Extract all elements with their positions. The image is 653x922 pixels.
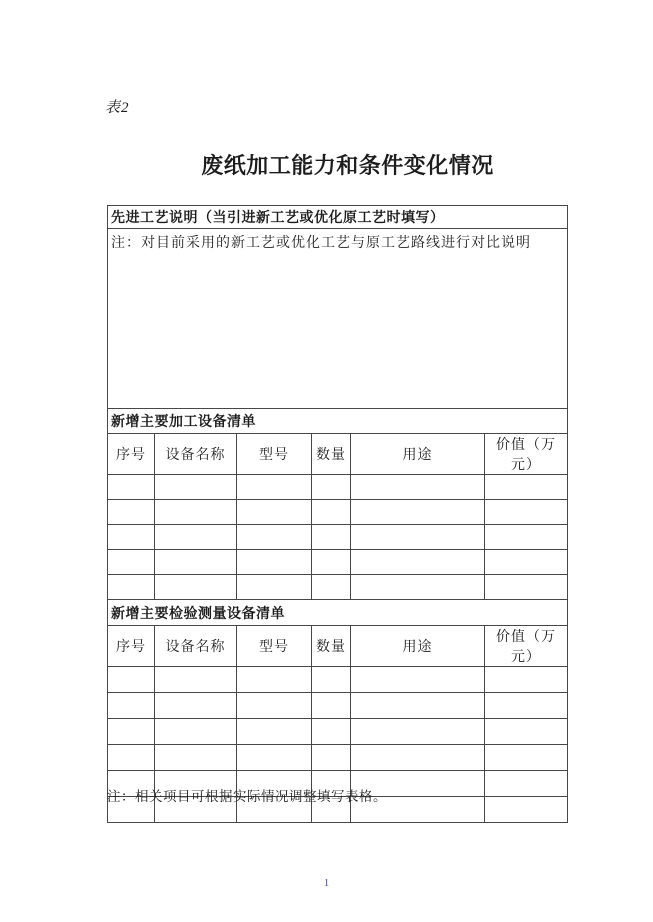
empty-fill-cell[interactable] — [108, 500, 155, 525]
empty-fill-cell[interactable] — [312, 719, 351, 745]
footer-note: 注：相关项目可根据实际情况调整填写表格。 — [107, 789, 387, 804]
empty-fill-cell[interactable] — [155, 525, 237, 550]
page-number: 1 — [323, 877, 330, 889]
empty-fill-cell[interactable] — [351, 693, 485, 719]
equipment-empty-row — [108, 745, 568, 771]
empty-fill-cell[interactable] — [237, 693, 312, 719]
equipment-empty-row — [108, 525, 568, 550]
col-header-purpose: 用途 — [351, 626, 485, 667]
empty-fill-cell[interactable] — [351, 525, 485, 550]
empty-fill-cell[interactable] — [351, 575, 485, 600]
empty-fill-cell[interactable] — [155, 719, 237, 745]
processing-equipment-section — [108, 409, 568, 600]
empty-fill-cell[interactable] — [237, 745, 312, 771]
empty-fill-cell[interactable] — [312, 667, 351, 693]
empty-fill-cell[interactable] — [485, 575, 568, 600]
empty-fill-cell[interactable] — [108, 745, 155, 771]
equipment-empty-row — [108, 500, 568, 525]
empty-fill-cell[interactable] — [485, 667, 568, 693]
col-header-quantity: 数量 — [312, 434, 351, 475]
process-header-row — [108, 206, 568, 229]
empty-fill-cell[interactable] — [485, 771, 568, 797]
empty-fill-cell[interactable] — [108, 719, 155, 745]
empty-fill-cell[interactable] — [237, 667, 312, 693]
col-header-model: 型号 — [237, 626, 312, 667]
empty-fill-cell[interactable] — [155, 500, 237, 525]
col-header-index: 序号 — [108, 626, 155, 667]
empty-fill-cell[interactable] — [155, 745, 237, 771]
col-header-quantity: 数量 — [312, 626, 351, 667]
empty-fill-cell[interactable] — [108, 693, 155, 719]
equipment-empty-row — [108, 550, 568, 575]
waste-paper-form-table — [107, 205, 568, 823]
equipment-empty-row — [108, 575, 568, 600]
process-note-row — [108, 229, 568, 409]
empty-fill-cell[interactable] — [351, 550, 485, 575]
empty-fill-cell[interactable] — [312, 693, 351, 719]
empty-fill-cell[interactable] — [312, 525, 351, 550]
empty-fill-cell[interactable] — [108, 667, 155, 693]
measuring-equipment-title: 新增主要检验测量设备清单 — [108, 600, 568, 626]
processing-equipment-title-row — [108, 409, 568, 434]
col-header-value: 价值（万元） — [485, 626, 568, 667]
process-note-text: 注：对目前采用的新工艺或优化工艺与原工艺路线进行对比说明 — [111, 236, 531, 251]
empty-fill-cell[interactable] — [485, 525, 568, 550]
empty-fill-cell[interactable] — [312, 575, 351, 600]
empty-fill-cell[interactable] — [485, 475, 568, 500]
empty-fill-cell[interactable] — [312, 550, 351, 575]
col-header-purpose: 用途 — [351, 434, 485, 475]
empty-fill-cell[interactable] — [237, 550, 312, 575]
empty-fill-cell[interactable] — [155, 693, 237, 719]
empty-fill-cell[interactable] — [312, 500, 351, 525]
empty-fill-cell[interactable] — [485, 500, 568, 525]
processing-equipment-header-row — [108, 434, 568, 475]
empty-fill-cell[interactable] — [485, 550, 568, 575]
empty-fill-cell[interactable] — [237, 500, 312, 525]
equipment-empty-row — [108, 475, 568, 500]
equipment-empty-row — [108, 719, 568, 745]
processing-equipment-title: 新增主要加工设备清单 — [108, 409, 568, 434]
empty-fill-cell[interactable] — [108, 550, 155, 575]
empty-fill-cell[interactable] — [312, 745, 351, 771]
measuring-equipment-header-row — [108, 626, 568, 667]
empty-fill-cell[interactable] — [155, 575, 237, 600]
col-header-index: 序号 — [108, 434, 155, 475]
col-header-equipment-name: 设备名称 — [155, 434, 237, 475]
empty-fill-cell[interactable] — [155, 475, 237, 500]
empty-fill-cell[interactable] — [485, 797, 568, 823]
empty-fill-cell[interactable] — [155, 667, 237, 693]
empty-fill-cell[interactable] — [351, 667, 485, 693]
process-header-label: 先进工艺说明（当引进新工艺或优化原工艺时填写） — [108, 206, 568, 229]
empty-fill-cell[interactable] — [155, 550, 237, 575]
col-header-model: 型号 — [237, 434, 312, 475]
empty-fill-cell[interactable] — [108, 575, 155, 600]
col-header-value: 价值（万元） — [485, 434, 568, 475]
empty-fill-cell[interactable] — [108, 525, 155, 550]
page-title: 废纸加工能力和条件变化情况 — [201, 153, 494, 178]
equipment-empty-row — [108, 693, 568, 719]
empty-fill-cell[interactable] — [237, 719, 312, 745]
empty-fill-cell[interactable] — [237, 525, 312, 550]
process-note-cell[interactable] — [108, 229, 568, 409]
empty-fill-cell[interactable] — [351, 500, 485, 525]
equipment-empty-row — [108, 667, 568, 693]
empty-fill-cell[interactable] — [351, 475, 485, 500]
empty-fill-cell[interactable] — [237, 475, 312, 500]
empty-fill-cell[interactable] — [108, 475, 155, 500]
empty-fill-cell[interactable] — [485, 693, 568, 719]
empty-fill-cell[interactable] — [237, 575, 312, 600]
empty-fill-cell[interactable] — [312, 475, 351, 500]
empty-fill-cell[interactable] — [351, 745, 485, 771]
process-description-section — [108, 206, 568, 409]
col-header-equipment-name: 设备名称 — [155, 626, 237, 667]
measuring-equipment-title-row — [108, 600, 568, 626]
table-label: 表2 — [105, 100, 130, 116]
empty-fill-cell[interactable] — [485, 745, 568, 771]
empty-fill-cell[interactable] — [351, 719, 485, 745]
empty-fill-cell[interactable] — [485, 719, 568, 745]
